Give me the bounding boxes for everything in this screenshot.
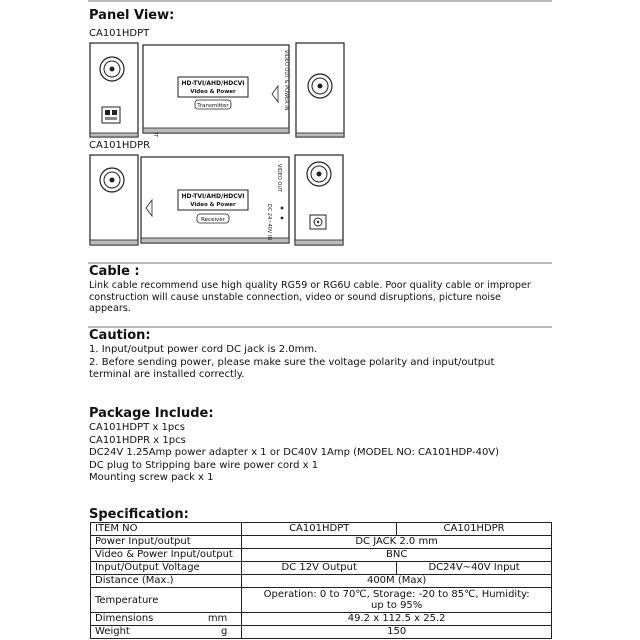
spec-value: 49.2 x 112.5 x 25.2 xyxy=(242,613,552,626)
transmitter-diagram xyxy=(88,40,348,140)
package-heading: Package Include: xyxy=(89,406,214,421)
receiver-diagram xyxy=(88,152,348,252)
package-item: Mounting screw pack x 1 xyxy=(89,472,214,483)
caution-heading: Caution: xyxy=(89,328,151,343)
video-out-label: VIDEO OUT xyxy=(276,164,282,193)
panel-view-heading: Panel View: xyxy=(89,8,175,23)
package-item: CA101HDPT x 1pcs xyxy=(89,422,185,433)
spec-label: Input/Output Voltage xyxy=(91,562,242,575)
terminal-block-icon xyxy=(102,107,120,123)
spec-label-text: Dimensions xyxy=(95,613,154,624)
table-row xyxy=(91,562,552,575)
spec-unit: mm xyxy=(207,613,228,624)
spec-label xyxy=(91,626,242,639)
cable-line: Link cable recommend use high quality RG59 or RG6U cable. Poor quality cable or improper xyxy=(89,280,531,291)
spec-value: BNC xyxy=(242,549,552,562)
caution-text xyxy=(89,344,559,382)
spec-unit: g xyxy=(220,626,228,637)
cable-line: construction will cause unstable connection, video or sound disruptions, picture noise xyxy=(89,291,501,303)
package-item: DC plug to Stripping bare wire power cord x 1 xyxy=(89,459,319,471)
top-divider xyxy=(88,0,552,2)
table-row xyxy=(91,613,552,626)
table-row xyxy=(91,575,552,588)
table-row xyxy=(91,626,552,639)
temperature-line: up to 95% xyxy=(370,600,423,611)
spec-label: Video & Power Input/output xyxy=(91,549,242,562)
package-item: DC24V 1.25Amp power adapter x 1 or DC40V 1Amp (MODEL NO: CA101HDP-40V) xyxy=(89,447,500,458)
spec-label: Distance (Max.) xyxy=(91,575,242,588)
table-row xyxy=(91,536,552,549)
spec-heading: Specification: xyxy=(89,507,189,522)
spec-value xyxy=(242,588,552,613)
cable-text xyxy=(89,280,559,315)
dc-in-label: DC 24~40V IN xyxy=(266,204,272,241)
receiver-title: HD-TVI/AHD/HDCVI xyxy=(181,193,245,200)
spec-value: 400M (Max) xyxy=(242,575,552,588)
caution-line: 2. Before sending power, please make sure the voltage polarity and input/output xyxy=(89,356,495,368)
caution-divider xyxy=(88,326,552,328)
package-item: CA101HDPR x 1pcs xyxy=(89,434,186,446)
spec-header-t: CA101HDPT xyxy=(242,523,397,536)
table-row xyxy=(91,549,552,562)
cable-line: appears. xyxy=(89,303,131,314)
receiver-subtitle: Video & Power xyxy=(190,202,236,208)
receiver-badge: Receiver xyxy=(201,217,225,223)
table-row xyxy=(91,588,552,613)
spec-value-r: DC24V∼40V Input xyxy=(397,562,552,575)
spec-label-text: Weight xyxy=(95,626,130,637)
transmitter-model-label: CA101HDPT xyxy=(89,28,150,39)
table-row xyxy=(91,523,552,536)
package-list xyxy=(89,422,559,485)
caution-line: terminal are installed correctly. xyxy=(89,369,245,380)
spec-label: Temperature xyxy=(91,588,242,613)
spec-header-r: CA101HDPR xyxy=(397,523,552,536)
video-out-power-in-label: VIDEO OUT & POWER IN xyxy=(283,50,289,111)
spec-label: Power Input/output xyxy=(91,536,242,549)
transmitter-badge: Transmitter xyxy=(197,103,229,109)
transmitter-title: HD-TVI/AHD/HDCVI xyxy=(181,80,245,87)
spec-value: 150 xyxy=(242,626,552,639)
caution-line: 1. Input/output power cord DC jack is 2.0mm. xyxy=(89,344,318,355)
temperature-line: Operation: 0 to 70℃, Storage: -20 to 85℃, Humidity: xyxy=(263,589,530,600)
transmitter-subtitle: Video & Power xyxy=(190,89,236,95)
spec-table xyxy=(90,522,552,639)
spec-header-item: ITEM NO xyxy=(91,523,242,536)
cable-heading: Cable : xyxy=(89,264,140,279)
receiver-model-label: CA101HDPR xyxy=(89,140,151,151)
spec-label xyxy=(91,613,242,626)
cable-divider xyxy=(88,262,552,264)
spec-value: DC JACK 2.0 mm xyxy=(242,536,552,549)
spec-value-t: DC 12V Output xyxy=(242,562,397,575)
